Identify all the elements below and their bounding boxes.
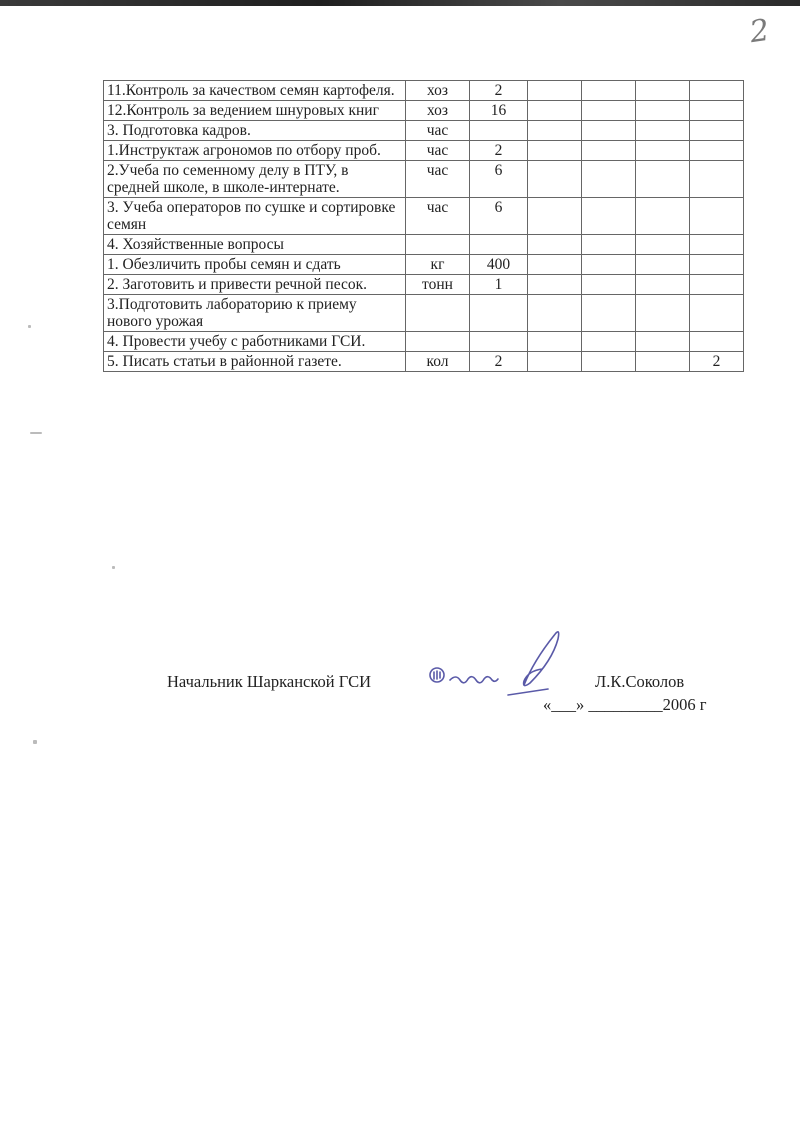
empty-cell (636, 101, 690, 121)
unit-cell: тонн (406, 275, 470, 295)
last-column-cell (690, 255, 744, 275)
quantity-cell: 2 (470, 81, 528, 101)
empty-cell (582, 198, 636, 235)
quantity-cell: 400 (470, 255, 528, 275)
task-cell: 11.Контроль за качеством семян картофеля. (104, 81, 406, 101)
table-row (104, 235, 744, 255)
empty-cell (528, 198, 582, 235)
empty-cell (582, 332, 636, 352)
empty-cell (636, 121, 690, 141)
quantity-cell (470, 121, 528, 141)
quantity-cell (470, 295, 528, 332)
last-column-cell (690, 101, 744, 121)
task-cell: 3.Подготовить лабораторию к приему нового урожая (104, 295, 406, 332)
table-row (104, 352, 744, 372)
table-row (104, 81, 744, 101)
empty-cell (636, 332, 690, 352)
unit-cell (406, 295, 470, 332)
empty-cell (636, 275, 690, 295)
table-row (104, 332, 744, 352)
quantity-cell: 1 (470, 275, 528, 295)
unit-cell: час (406, 198, 470, 235)
task-cell: 2. Заготовить и привести речной песок. (104, 275, 406, 295)
table-row (104, 121, 744, 141)
page-number: 2 (747, 12, 772, 51)
empty-cell (528, 295, 582, 332)
empty-cell (582, 101, 636, 121)
empty-cell (582, 235, 636, 255)
quantity-cell: 16 (470, 101, 528, 121)
empty-cell (528, 255, 582, 275)
empty-cell (582, 81, 636, 101)
task-cell: 1.Инструктаж агрономов по отбору проб. (104, 141, 406, 161)
quantity-cell (470, 332, 528, 352)
unit-cell: хоз (406, 81, 470, 101)
empty-cell (582, 121, 636, 141)
scan-speck (112, 566, 115, 569)
empty-cell (636, 141, 690, 161)
signatory-name: Л.К.Соколов (595, 672, 685, 691)
empty-cell (636, 81, 690, 101)
scan-speck (33, 740, 37, 744)
handwritten-signature (420, 625, 580, 700)
empty-cell (528, 235, 582, 255)
last-column-cell: 2 (690, 352, 744, 372)
empty-cell (528, 81, 582, 101)
quantity-cell: 2 (470, 141, 528, 161)
work-plan-table (103, 80, 744, 372)
empty-cell (528, 332, 582, 352)
last-column-cell (690, 141, 744, 161)
task-cell: 12.Контроль за ведением шнуровых книг (104, 101, 406, 121)
empty-cell (582, 141, 636, 161)
empty-cell (528, 141, 582, 161)
task-cell: 1. Обезличить пробы семян и сдать (104, 255, 406, 275)
empty-cell (582, 352, 636, 372)
table-row (104, 198, 744, 235)
table-row (104, 255, 744, 275)
signatory-title: Начальник Шарканской ГСИ (167, 672, 371, 691)
task-cell: 4. Хозяйственные вопросы (104, 235, 406, 255)
table-row (104, 275, 744, 295)
quantity-cell: 6 (470, 198, 528, 235)
empty-cell (582, 255, 636, 275)
quantity-cell (470, 235, 528, 255)
empty-cell (636, 235, 690, 255)
last-column-cell (690, 198, 744, 235)
last-column-cell (690, 295, 744, 332)
task-cell: 3. Подготовка кадров. (104, 121, 406, 141)
empty-cell (582, 161, 636, 198)
task-cell: 4. Провести учебу с работниками ГСИ. (104, 332, 406, 352)
empty-cell (636, 352, 690, 372)
task-cell: 3. Учеба операторов по сушке и сортировке семян (104, 198, 406, 235)
table-row (104, 101, 744, 121)
task-cell: 5. Писать статьи в районной газете. (104, 352, 406, 372)
empty-cell (528, 352, 582, 372)
scan-top-edge (0, 0, 800, 6)
last-column-cell (690, 275, 744, 295)
empty-cell (582, 275, 636, 295)
unit-cell: час (406, 121, 470, 141)
empty-cell (528, 161, 582, 198)
empty-cell (528, 275, 582, 295)
last-column-cell (690, 332, 744, 352)
scan-speck (28, 325, 31, 328)
unit-cell (406, 332, 470, 352)
unit-cell: кол (406, 352, 470, 372)
empty-cell (636, 295, 690, 332)
quantity-cell: 6 (470, 161, 528, 198)
last-column-cell (690, 121, 744, 141)
table-row (104, 161, 744, 198)
unit-cell: хоз (406, 101, 470, 121)
empty-cell (582, 295, 636, 332)
empty-cell (636, 161, 690, 198)
quantity-cell: 2 (470, 352, 528, 372)
table-row (104, 141, 744, 161)
last-column-cell (690, 161, 744, 198)
empty-cell (528, 121, 582, 141)
scan-speck (30, 432, 42, 434)
unit-cell: час (406, 141, 470, 161)
date-line: «___» _________2006 г (543, 695, 707, 714)
empty-cell (528, 101, 582, 121)
table-row (104, 295, 744, 332)
last-column-cell (690, 81, 744, 101)
unit-cell: час (406, 161, 470, 198)
empty-cell (636, 255, 690, 275)
last-column-cell (690, 235, 744, 255)
task-cell: 2.Учеба по семенному делу в ПТУ, в средней школе, в школе-интернате. (104, 161, 406, 198)
unit-cell: кг (406, 255, 470, 275)
unit-cell (406, 235, 470, 255)
empty-cell (636, 198, 690, 235)
